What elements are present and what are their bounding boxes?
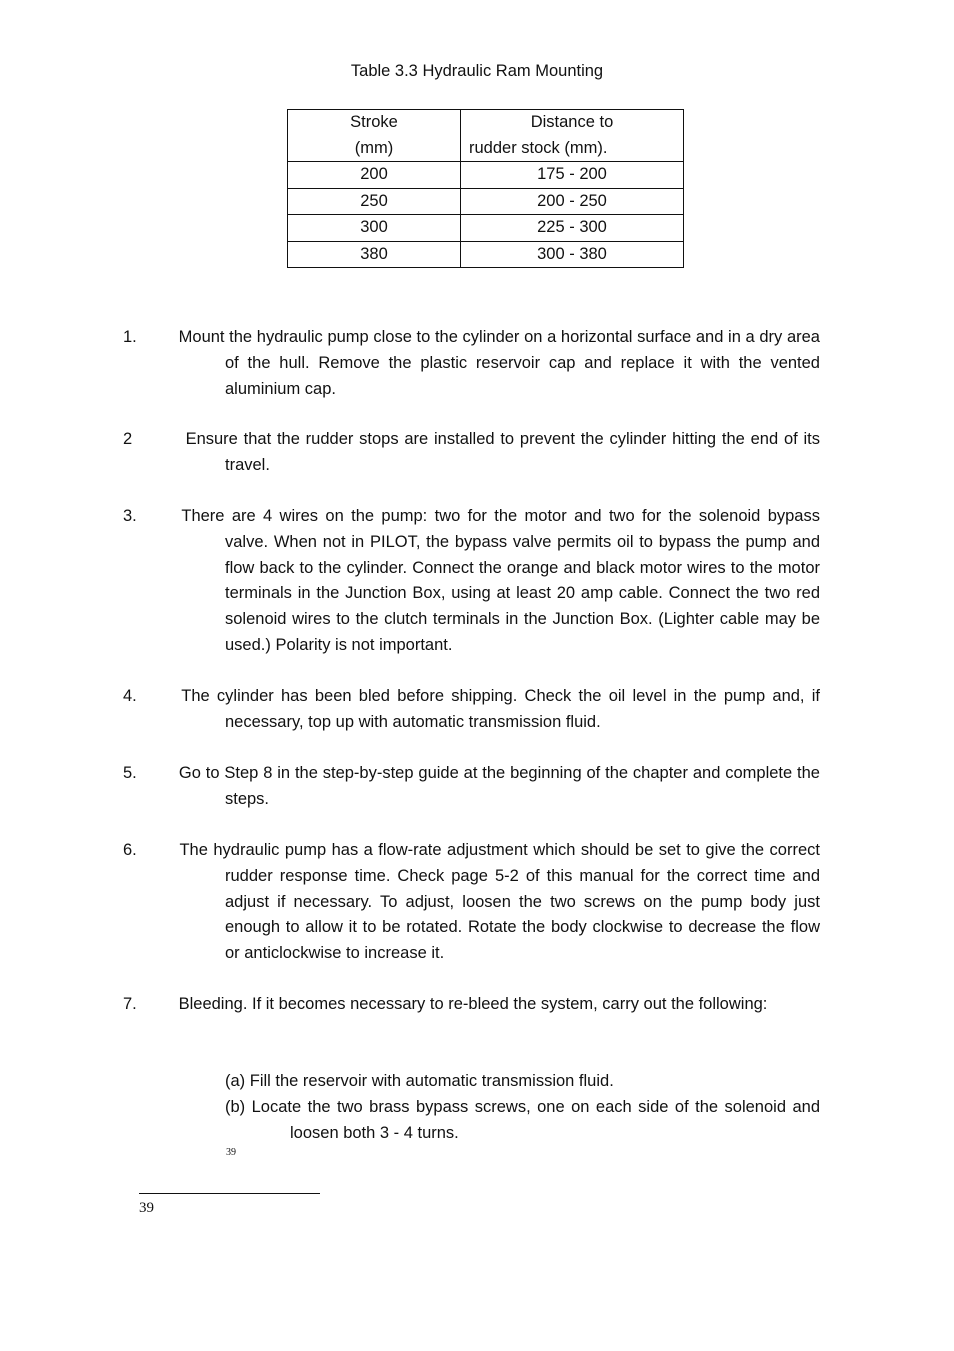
footnote-marker: 39 xyxy=(226,1147,236,1158)
header-distance-line2: rudder stock (mm). xyxy=(469,138,608,157)
table-row xyxy=(288,188,684,215)
step-text: Mount the hydraulic pump close to the cylinder on a horizontal surface and in a dry area of the hull. Remove the plastic reservoir cap and replace it with the vented aluminium cap. xyxy=(178,328,820,398)
table-row xyxy=(288,215,684,242)
step-6 xyxy=(123,838,820,967)
header-stroke-line1: Stroke xyxy=(350,113,398,131)
substep-a: (a) Fill the reservoir with automatic transmission fluid. xyxy=(225,1072,614,1090)
step-text: The hydraulic pump has a flow-rate adjustment which should be set to give the correct rudder response time. Check page 5-2 of this manual for the correct time and adjust if necessary. To adjust, loosen the two screws on the pump body just enough to allow it to be rotated. Rotate the body clockwise to decrease the flow or anticlockwise to increase it. xyxy=(179,841,820,963)
step-text: There are 4 wires on the pump: two for the motor and two for the solenoid bypass valve. When not in PILOT, the bypass valve permits oil to bypass the pump and flow back to the cylinder. Connect the orange and black motor wires to the motor terminals in the Junction Box, using at least 20 amp cable. Connect the two red solenoid wires to the clutch terminals in the Junction Box. (Lighter cable may be used.) Polarity is not important. xyxy=(181,507,820,654)
stroke-cell: 380 xyxy=(288,241,461,268)
step-paragraph: 4. The cylinder has been bled before shipping. Check the oil level in the pump and, if necessary, top up with automatic transmission fluid. xyxy=(123,687,820,731)
page-number: 39 xyxy=(139,1200,154,1216)
step-paragraph: 3. There are 4 wires on the pump: two for the motor and two for the solenoid bypass valve. When not in PILOT, the bypass valve permits oil to bypass the pump and flow back to the cylinder. Connect the orange and black motor wires to the motor terminals in the Junction Box, using at least 20 amp cable. Connect the two red solenoid wires to the clutch terminals in the Junction Box. (Lighter cable may be used.) Polarity is not important. xyxy=(123,507,820,654)
table-row xyxy=(288,241,684,268)
header-distance-line1: Distance to xyxy=(530,113,614,131)
table-caption: Table 3.3 Hydraulic Ram Mounting xyxy=(350,62,604,80)
step-text: Ensure that the rudder stops are installed to prevent the cylinder hitting the end of its travel. xyxy=(185,430,820,474)
step-paragraph: 1. Mount the hydraulic pump close to the cylinder on a horizontal surface and in a dry area of the hull. Remove the plastic reservoir cap and replace it with the vented aluminium cap. xyxy=(123,328,820,398)
step-3 xyxy=(123,504,820,659)
step-1 xyxy=(123,325,820,402)
step-paragraph: 7. Bleeding. If it becomes necessary to re-bleed the system, carry out the following: xyxy=(123,995,768,1013)
step-paragraph: 6. The hydraulic pump has a flow-rate adjustment which should be set to give the correct rudder response time. Check page 5-2 of this manual for the correct time and adjust if necessary. To adjust, loosen the two screws on the pump body just enough to allow it to be rotated. Rotate the body clockwise to decrease the flow or anticlockwise to increase it. xyxy=(123,841,820,963)
distance-cell: 200 - 250 xyxy=(461,188,684,215)
step-paragraph: 2 Ensure that the rudder stops are installed to prevent the cylinder hitting the end of its travel. xyxy=(123,430,820,474)
table-header-row xyxy=(288,110,684,162)
stroke-cell: 250 xyxy=(288,188,461,215)
step-4 xyxy=(123,684,820,736)
step-5 xyxy=(123,761,820,813)
distance-cell: 175 - 200 xyxy=(461,162,684,189)
distance-cell: 225 - 300 xyxy=(461,215,684,242)
step-text: Go to Step 8 in the step-by-step guide at the beginning of the chapter and complete the steps. xyxy=(178,764,820,808)
step-text: Bleeding. If it becomes necessary to re-bleed the system, carry out the following: xyxy=(178,995,768,1013)
header-distance xyxy=(461,110,684,162)
stroke-cell: 200 xyxy=(288,162,461,189)
step-2 xyxy=(123,427,820,479)
bleeding-substeps xyxy=(225,1069,820,1146)
step-text: The cylinder has been bled before shipping. Check the oil level in the pump and, if necessary, top up with automatic transmission fluid. xyxy=(181,687,820,731)
header-stroke-line2: (mm) xyxy=(354,138,394,157)
hydraulic-ram-table xyxy=(287,109,684,268)
footnote-rule xyxy=(139,1193,320,1194)
header-stroke xyxy=(288,110,461,162)
stroke-cell: 300 xyxy=(288,215,461,242)
step-paragraph: 5. Go to Step 8 in the step-by-step guide at the beginning of the chapter and complete the steps. xyxy=(123,764,820,808)
step-7 xyxy=(123,992,820,1018)
table-row xyxy=(288,162,684,189)
distance-cell: 300 - 380 xyxy=(461,241,684,268)
substep-b: (b) Locate the two brass bypass screws, one on each side of the solenoid and loosen both 3 - 4 turns. xyxy=(225,1097,820,1142)
